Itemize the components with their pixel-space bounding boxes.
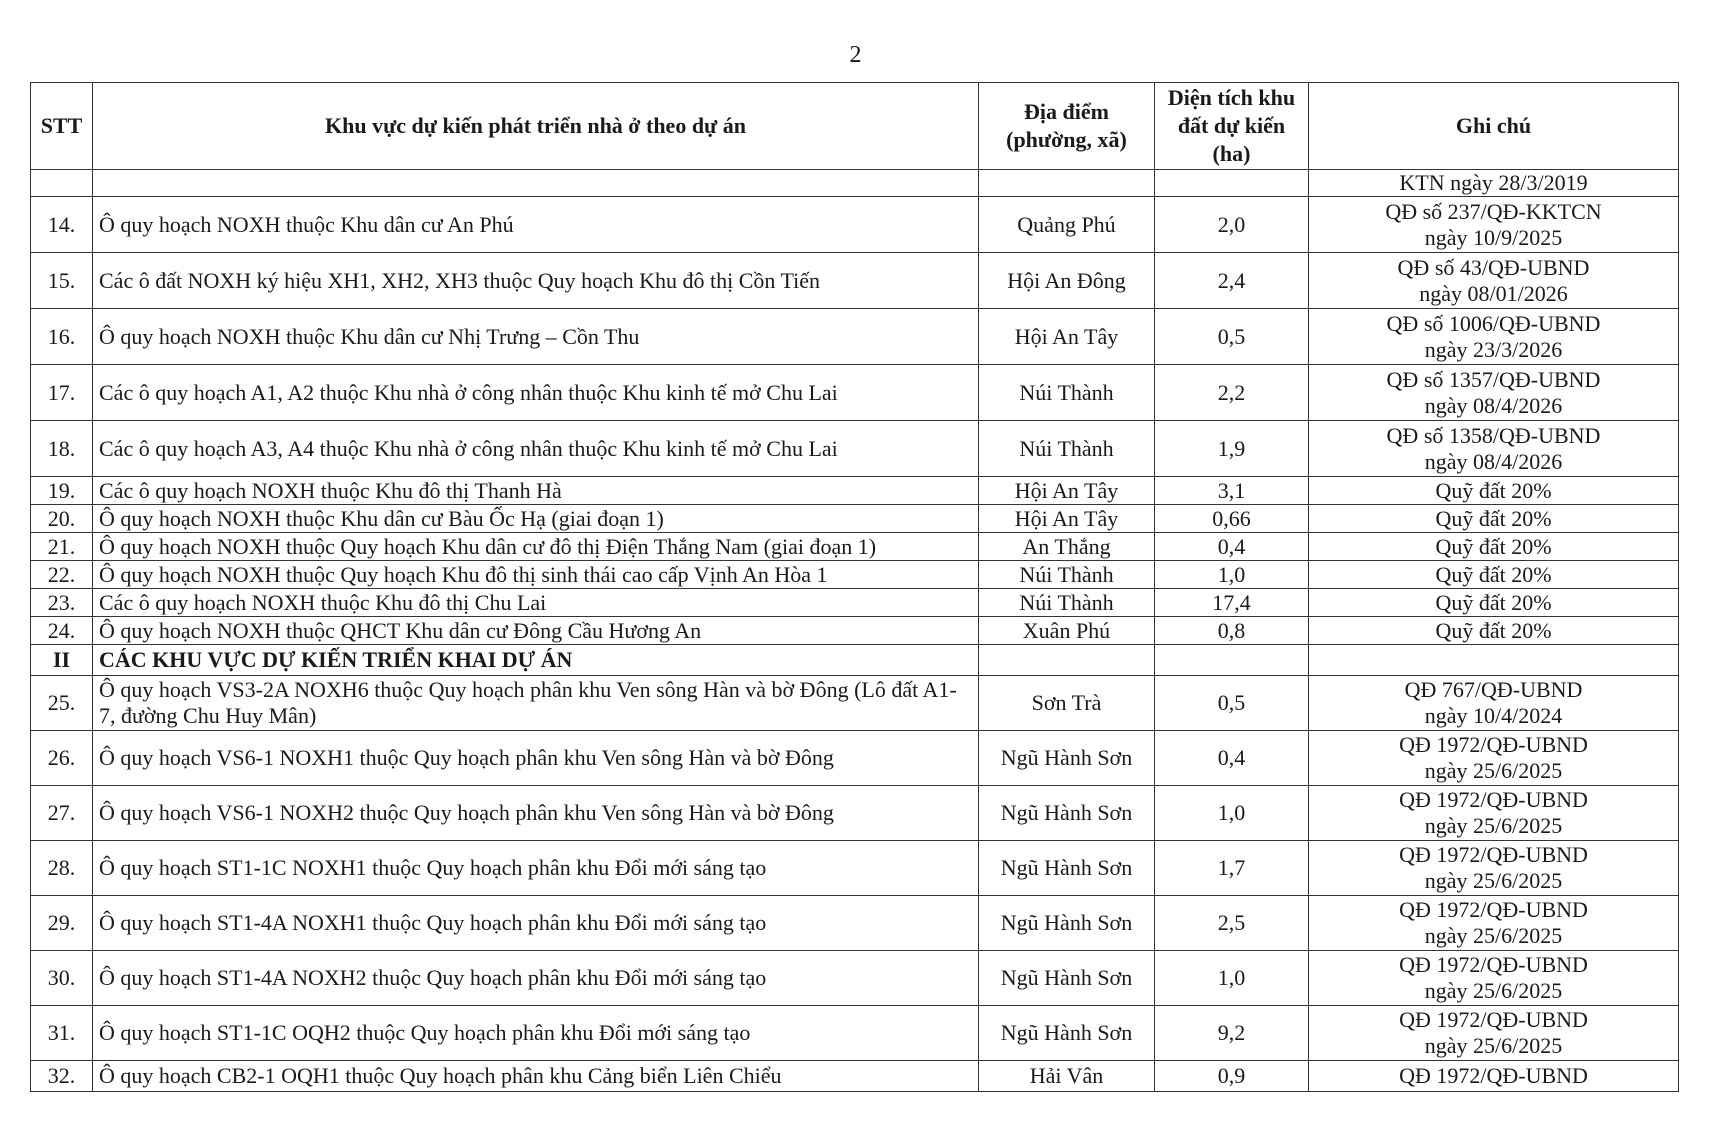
section-title: CÁC KHU VỰC DỰ KIẾN TRIỂN KHAI DỰ ÁN bbox=[93, 645, 979, 676]
row-note: Quỹ đất 20% bbox=[1309, 561, 1679, 589]
note-decision: QĐ số 1357/QĐ-UBND bbox=[1386, 366, 1601, 392]
row-note bbox=[1309, 841, 1679, 896]
row-size: 1,7 bbox=[1155, 841, 1309, 896]
row-stt: 25. bbox=[31, 676, 93, 731]
row-description: Các ô đất NOXH ký hiệu XH1, XH2, XH3 thuộc Quy hoạch Khu đô thị Cồn Tiến bbox=[93, 253, 979, 309]
row-size: 17,4 bbox=[1155, 589, 1309, 617]
row-note bbox=[1309, 786, 1679, 841]
row-location: Hội An Tây bbox=[979, 309, 1155, 365]
row-stt: 15. bbox=[31, 253, 93, 309]
row-size: 2,0 bbox=[1155, 197, 1309, 253]
row-note bbox=[1309, 421, 1679, 477]
table-row bbox=[31, 951, 1679, 1006]
row-note bbox=[1309, 896, 1679, 951]
continued-note: KTN ngày 28/3/2019 bbox=[1309, 170, 1679, 197]
row-note bbox=[1309, 253, 1679, 309]
table-row bbox=[31, 676, 1679, 731]
section-number: II bbox=[31, 645, 93, 676]
row-size: 0,66 bbox=[1155, 505, 1309, 533]
row-stt: 14. bbox=[31, 197, 93, 253]
row-stt: 30. bbox=[31, 951, 93, 1006]
row-note: QĐ 1972/QĐ-UBND bbox=[1309, 1061, 1679, 1092]
note-decision: QĐ 1972/QĐ-UBND bbox=[1399, 732, 1588, 757]
empty-cell bbox=[1155, 645, 1309, 676]
empty-cell bbox=[93, 170, 979, 197]
header-note: Ghi chú bbox=[1309, 83, 1679, 170]
page-number: 2 bbox=[849, 42, 862, 68]
note-decision: QĐ 1972/QĐ-UBND bbox=[1399, 952, 1588, 977]
row-description: Ô quy hoạch NOXH thuộc Quy hoạch Khu dân cư đô thị Điện Thắng Nam (giai đoạn 1) bbox=[93, 533, 979, 561]
row-note bbox=[1309, 309, 1679, 365]
row-note bbox=[1309, 365, 1679, 421]
row-stt: 28. bbox=[31, 841, 93, 896]
row-stt: 23. bbox=[31, 589, 93, 617]
row-note bbox=[1309, 197, 1679, 253]
row-description: Ô quy hoạch CB2-1 OQH1 thuộc Quy hoạch phân khu Cảng biển Liên Chiểu bbox=[93, 1061, 979, 1092]
table-row bbox=[31, 309, 1679, 365]
row-description: Ô quy hoạch ST1-1C OQH2 thuộc Quy hoạch phân khu Đổi mới sáng tạo bbox=[93, 1006, 979, 1061]
table-row bbox=[31, 731, 1679, 786]
continued-row bbox=[31, 170, 1679, 197]
row-size: 2,2 bbox=[1155, 365, 1309, 421]
row-location: Ngũ Hành Sơn bbox=[979, 841, 1155, 896]
row-stt: 31. bbox=[31, 1006, 93, 1061]
section-row bbox=[31, 645, 1679, 676]
row-note: Quỹ đất 20% bbox=[1309, 505, 1679, 533]
row-size: 1,9 bbox=[1155, 421, 1309, 477]
note-date: ngày 25/6/2025 bbox=[1424, 813, 1563, 838]
note-decision: QĐ 1972/QĐ-UBND bbox=[1399, 842, 1588, 867]
row-stt: 22. bbox=[31, 561, 93, 589]
table-row bbox=[31, 896, 1679, 951]
header-stt: STT bbox=[31, 83, 93, 170]
header-area: Khu vực dự kiến phát triển nhà ở theo dự án bbox=[93, 83, 979, 170]
note-date: ngày 23/3/2026 bbox=[1424, 336, 1563, 362]
row-location: Xuân Phú bbox=[979, 617, 1155, 645]
row-description: Ô quy hoạch NOXH thuộc Khu dân cư Bàu Ốc Hạ (giai đoạn 1) bbox=[93, 505, 979, 533]
table-row bbox=[31, 589, 1679, 617]
row-description: Ô quy hoạch ST1-1C NOXH1 thuộc Quy hoạch phân khu Đổi mới sáng tạo bbox=[93, 841, 979, 896]
row-stt: 18. bbox=[31, 421, 93, 477]
note-date: ngày 10/9/2025 bbox=[1424, 224, 1563, 250]
row-location: Núi Thành bbox=[979, 421, 1155, 477]
note-date: ngày 25/6/2025 bbox=[1424, 758, 1563, 783]
row-description: Ô quy hoạch NOXH thuộc Khu dân cư Nhị Trưng – Cồn Thu bbox=[93, 309, 979, 365]
row-size: 0,4 bbox=[1155, 731, 1309, 786]
row-stt: 29. bbox=[31, 896, 93, 951]
table-row bbox=[31, 786, 1679, 841]
row-size: 1,0 bbox=[1155, 786, 1309, 841]
table-row bbox=[31, 841, 1679, 896]
row-description: Ô quy hoạch ST1-4A NOXH1 thuộc Quy hoạch phân khu Đổi mới sáng tạo bbox=[93, 896, 979, 951]
row-note: Quỹ đất 20% bbox=[1309, 589, 1679, 617]
row-stt: 19. bbox=[31, 477, 93, 505]
row-location: Quảng Phú bbox=[979, 197, 1155, 253]
empty-cell bbox=[979, 645, 1155, 676]
empty-cell bbox=[31, 170, 93, 197]
empty-cell bbox=[979, 170, 1155, 197]
table-row bbox=[31, 1061, 1679, 1092]
row-location: Hội An Tây bbox=[979, 505, 1155, 533]
row-size: 3,1 bbox=[1155, 477, 1309, 505]
row-description: Các ô quy hoạch NOXH thuộc Khu đô thị Thanh Hà bbox=[93, 477, 979, 505]
row-description: Các ô quy hoạch A1, A2 thuộc Khu nhà ở công nhân thuộc Khu kinh tế mở Chu Lai bbox=[93, 365, 979, 421]
note-date: ngày 08/01/2026 bbox=[1419, 280, 1568, 306]
row-size: 0,5 bbox=[1155, 309, 1309, 365]
row-description: Các ô quy hoạch A3, A4 thuộc Khu nhà ở công nhân thuộc Khu kinh tế mở Chu Lai bbox=[93, 421, 979, 477]
empty-cell bbox=[1155, 170, 1309, 197]
note-decision: QĐ số 43/QĐ-UBND bbox=[1397, 254, 1590, 280]
row-size: 0,5 bbox=[1155, 676, 1309, 731]
row-size: 0,4 bbox=[1155, 533, 1309, 561]
row-location: Ngũ Hành Sơn bbox=[979, 951, 1155, 1006]
table-row bbox=[31, 533, 1679, 561]
table-header-row bbox=[31, 83, 1679, 170]
table-row bbox=[31, 477, 1679, 505]
row-note bbox=[1309, 676, 1679, 731]
row-size: 2,4 bbox=[1155, 253, 1309, 309]
row-stt: 16. bbox=[31, 309, 93, 365]
note-date: ngày 10/4/2024 bbox=[1424, 703, 1563, 728]
header-location: Địa điểm (phường, xã) bbox=[979, 83, 1155, 170]
row-note: Quỹ đất 20% bbox=[1309, 617, 1679, 645]
note-date: ngày 25/6/2025 bbox=[1424, 978, 1563, 1003]
row-size: 1,0 bbox=[1155, 561, 1309, 589]
note-date: ngày 25/6/2025 bbox=[1424, 923, 1563, 948]
row-location: Ngũ Hành Sơn bbox=[979, 896, 1155, 951]
row-size: 0,8 bbox=[1155, 617, 1309, 645]
row-stt: 17. bbox=[31, 365, 93, 421]
row-description: Ô quy hoạch ST1-4A NOXH2 thuộc Quy hoạch phân khu Đổi mới sáng tạo bbox=[93, 951, 979, 1006]
table-row bbox=[31, 561, 1679, 589]
row-size: 0,9 bbox=[1155, 1061, 1309, 1092]
note-decision: QĐ số 237/QĐ-KKTCN bbox=[1385, 198, 1602, 224]
row-description: Ô quy hoạch VS6-1 NOXH2 thuộc Quy hoạch phân khu Ven sông Hàn và bờ Đông bbox=[93, 786, 979, 841]
row-location: Hội An Tây bbox=[979, 477, 1155, 505]
row-location: Ngũ Hành Sơn bbox=[979, 786, 1155, 841]
table-row bbox=[31, 505, 1679, 533]
empty-cell bbox=[1309, 645, 1679, 676]
row-location: Núi Thành bbox=[979, 561, 1155, 589]
header-size: Diện tích khu đất dự kiến (ha) bbox=[1155, 83, 1309, 170]
row-location: Ngũ Hành Sơn bbox=[979, 731, 1155, 786]
row-stt: 24. bbox=[31, 617, 93, 645]
table-row bbox=[31, 421, 1679, 477]
row-stt: 32. bbox=[31, 1061, 93, 1092]
row-stt: 26. bbox=[31, 731, 93, 786]
note-date: ngày 25/6/2025 bbox=[1424, 1033, 1563, 1058]
row-stt: 21. bbox=[31, 533, 93, 561]
row-description: Ô quy hoạch VS6-1 NOXH1 thuộc Quy hoạch phân khu Ven sông Hàn và bờ Đông bbox=[93, 731, 979, 786]
row-stt: 27. bbox=[31, 786, 93, 841]
note-date: ngày 08/4/2026 bbox=[1424, 448, 1563, 474]
note-date: ngày 08/4/2026 bbox=[1424, 392, 1563, 418]
row-location: Ngũ Hành Sơn bbox=[979, 1006, 1155, 1061]
row-location: Núi Thành bbox=[979, 589, 1155, 617]
row-note: Quỹ đất 20% bbox=[1309, 533, 1679, 561]
note-decision: QĐ 1972/QĐ-UBND bbox=[1399, 787, 1588, 812]
row-size: 1,0 bbox=[1155, 951, 1309, 1006]
row-location: Sơn Trà bbox=[979, 676, 1155, 731]
note-date: ngày 25/6/2025 bbox=[1424, 868, 1563, 893]
row-location: Hải Vân bbox=[979, 1061, 1155, 1092]
row-description: Ô quy hoạch NOXH thuộc Khu dân cư An Phú bbox=[93, 197, 979, 253]
row-location: Núi Thành bbox=[979, 365, 1155, 421]
row-size: 9,2 bbox=[1155, 1006, 1309, 1061]
note-decision: QĐ số 1006/QĐ-UBND bbox=[1386, 310, 1601, 336]
row-location: An Thắng bbox=[979, 533, 1155, 561]
table-row bbox=[31, 365, 1679, 421]
row-note bbox=[1309, 951, 1679, 1006]
row-description: Các ô quy hoạch NOXH thuộc Khu đô thị Chu Lai bbox=[93, 589, 979, 617]
row-description: Ô quy hoạch VS3-2A NOXH6 thuộc Quy hoạch phân khu Ven sông Hàn và bờ Đông (Lô đất A1-7, đường Chu Huy Mân) bbox=[93, 676, 979, 731]
row-description: Ô quy hoạch NOXH thuộc Quy hoạch Khu đô thị sinh thái cao cấp Vịnh An Hòa 1 bbox=[93, 561, 979, 589]
row-location: Hội An Đông bbox=[979, 253, 1155, 309]
row-size: 2,5 bbox=[1155, 896, 1309, 951]
row-description: Ô quy hoạch NOXH thuộc QHCT Khu dân cư Đông Cầu Hương An bbox=[93, 617, 979, 645]
note-decision: QĐ số 1358/QĐ-UBND bbox=[1386, 422, 1601, 448]
table-row bbox=[31, 253, 1679, 309]
note-decision: QĐ 1972/QĐ-UBND bbox=[1399, 897, 1588, 922]
table-row bbox=[31, 1006, 1679, 1061]
table-row bbox=[31, 617, 1679, 645]
note-decision: QĐ 767/QĐ-UBND bbox=[1404, 677, 1583, 702]
row-note bbox=[1309, 731, 1679, 786]
note-decision: QĐ 1972/QĐ-UBND bbox=[1399, 1007, 1588, 1032]
row-note: Quỹ đất 20% bbox=[1309, 477, 1679, 505]
table-row bbox=[31, 197, 1679, 253]
housing-plan-table bbox=[30, 82, 1679, 1092]
row-stt: 20. bbox=[31, 505, 93, 533]
row-note bbox=[1309, 1006, 1679, 1061]
